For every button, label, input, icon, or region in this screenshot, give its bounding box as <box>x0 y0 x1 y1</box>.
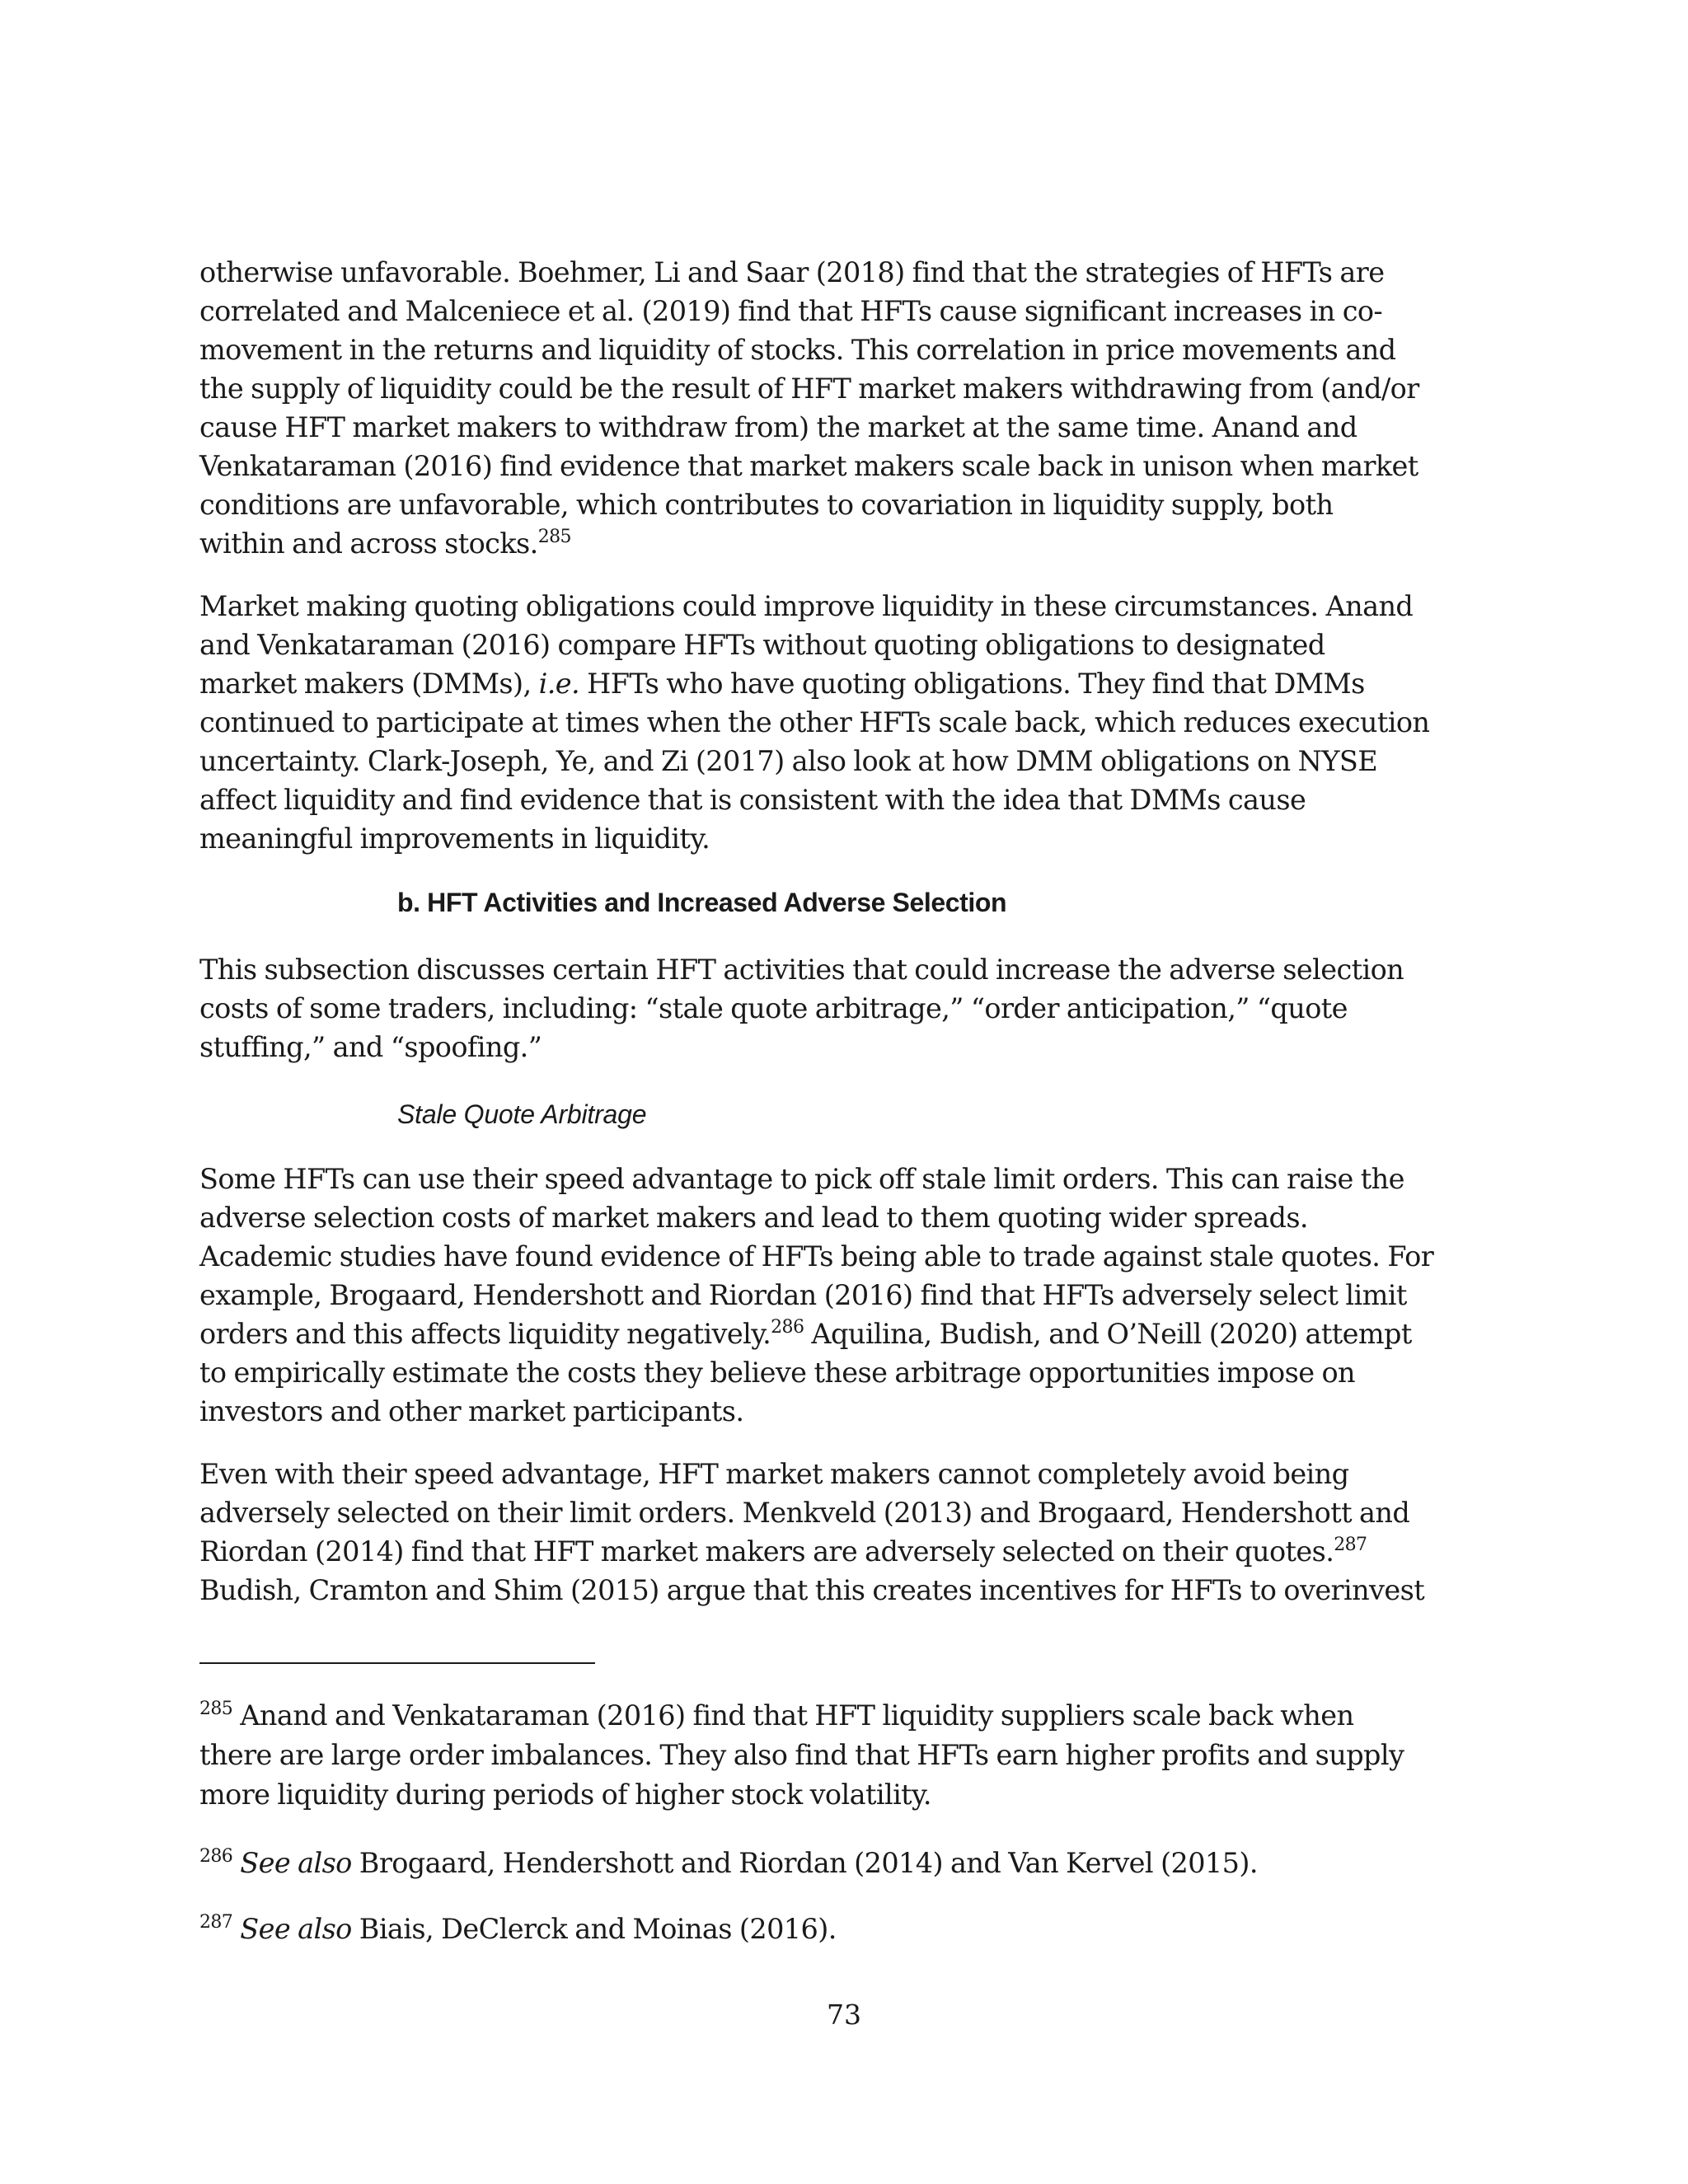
text-line <box>199 1315 1498 1353</box>
paragraph-subsection-intro <box>199 950 1498 1066</box>
text-line: adversely selected on their limit orders. Menkveld (2013) and Brogaard, Hendershott and <box>199 1497 1410 1529</box>
text-line <box>199 524 1498 563</box>
paragraph-adverse-selection <box>199 1455 1498 1610</box>
text-fragment: Riordan (2014) find that HFT market makers are adversely selected on their quotes. <box>199 1535 1334 1568</box>
text-line: movement in the returns and liquidity of stocks. This correlation in price movements and <box>199 334 1396 366</box>
footnote-ref-286[interactable]: 286 <box>771 1317 804 1338</box>
footnote-285 <box>199 1696 1498 1815</box>
text-line: uncertainty. Clark-Joseph, Ye, and Zi (2017) also look at how DMM obligations on NYSE <box>199 745 1378 777</box>
italic-text: See also <box>232 1913 352 1945</box>
paragraph-quoting-obligations <box>199 587 1498 858</box>
text-line: Budish, Cramton and Shim (2015) argue that this creates incentives for HFTs to overinvest <box>199 1574 1425 1606</box>
text-line: costs of some traders, including: “stale quote arbitrage,” “order anticipation,” “quote <box>199 992 1348 1024</box>
text-line: more liquidity during periods of higher stock volatility. <box>199 1779 931 1811</box>
text-line: to empirically estimate the costs they believe these arbitrage opportunities impose on <box>199 1357 1356 1389</box>
text-line: correlated and Malceniece et al. (2019) find that HFTs cause significant increases in co- <box>199 295 1383 327</box>
text-line: stuffing,” and “spoofing.” <box>199 1031 542 1063</box>
text-line: affect liquidity and find evidence that is consistent with the idea that DMMs cause <box>199 784 1306 816</box>
footnote-ref-287[interactable]: 287 <box>1334 1535 1367 1555</box>
text-line: and Venkataraman (2016) compare HFTs without quoting obligations to designated <box>199 629 1325 661</box>
paragraph-stale-quotes <box>199 1160 1498 1431</box>
text-line: conditions are unfavorable, which contributes to covariation in liquidity supply, both <box>199 489 1334 521</box>
text-line <box>199 664 1498 703</box>
text-line: This subsection discusses certain HFT activities that could increase the adverse selection <box>199 954 1404 986</box>
page-number: 73 <box>827 1999 861 2031</box>
section-heading: b. HFT Activities and Increased Adverse Selection <box>397 888 1007 917</box>
footnote-ref-285[interactable]: 285 <box>537 527 571 547</box>
footnote-divider <box>199 1662 595 1664</box>
italic-text: i.e. <box>538 668 580 700</box>
text-fragment: HFTs who have quoting obligations. They find that DMMs <box>579 668 1365 700</box>
text-line: adverse selection costs of market makers and lead to them quoting wider spreads. <box>199 1202 1308 1234</box>
text-line: example, Brogaard, Hendershott and Riordan (2016) find that HFTs adversely select limit <box>199 1279 1407 1311</box>
text-fragment: orders and this affects liquidity negatively. <box>199 1318 771 1350</box>
italic-text: See also <box>232 1847 352 1879</box>
text-line <box>199 1532 1498 1571</box>
text-fragment: Brogaard, Hendershott and Riordan (2014) and Van Kervel (2015). <box>351 1847 1258 1879</box>
text-fragment: within and across stocks. <box>199 527 538 560</box>
text-fragment: Anand and Venkataraman (2016) find that HFT liquidity suppliers scale back when <box>232 1699 1354 1732</box>
text-line: Some HFTs can use their speed advantage to pick off stale limit orders. This can raise the <box>199 1163 1404 1195</box>
text-line: Market making quoting obligations could improve liquidity in these circumstances. Anand <box>199 590 1414 622</box>
text-line: the supply of liquidity could be the result of HFT market makers withdrawing from (and/or <box>199 373 1419 405</box>
text-line: Venkataraman (2016) find evidence that market makers scale back in unison when market <box>199 450 1418 482</box>
text-fragment: Biais, DeClerck and Moinas (2016). <box>351 1913 837 1945</box>
text-line: meaningful improvements in liquidity. <box>199 823 710 855</box>
text-line: Academic studies have found evidence of HFTs being able to trade against stale quotes. For <box>199 1240 1434 1272</box>
text-line: cause HFT market makers to withdraw from) the market at the same time. Anand and <box>199 411 1357 443</box>
footnote-287 <box>199 1910 1498 1949</box>
text-line: there are large order imbalances. They also find that HFTs earn higher profits and supply <box>199 1739 1404 1771</box>
text-line: Even with their speed advantage, HFT market makers cannot completely avoid being <box>199 1458 1349 1490</box>
subsection-heading: Stale Quote Arbitrage <box>397 1099 647 1129</box>
text-line: otherwise unfavorable. Boehmer, Li and Saar (2018) find that the strategies of HFTs are <box>199 256 1385 288</box>
footnote-number: 287 <box>199 1912 233 1933</box>
paragraph-hft-correlation <box>199 253 1498 563</box>
text-fragment: market makers (DMMs), <box>199 668 539 700</box>
text-line: investors and other market participants. <box>199 1395 744 1427</box>
text-line: continued to participate at times when the other HFTs scale back, which reduces execution <box>199 706 1430 738</box>
footnote-286 <box>199 1844 1498 1883</box>
text-line <box>199 1844 1498 1883</box>
footnote-number: 286 <box>199 1846 233 1867</box>
text-line <box>199 1910 1498 1949</box>
text-line <box>199 1696 1498 1736</box>
footnote-number: 285 <box>199 1699 233 1719</box>
text-fragment: Aquilina, Budish, and O’Neill (2020) attempt <box>804 1318 1412 1350</box>
